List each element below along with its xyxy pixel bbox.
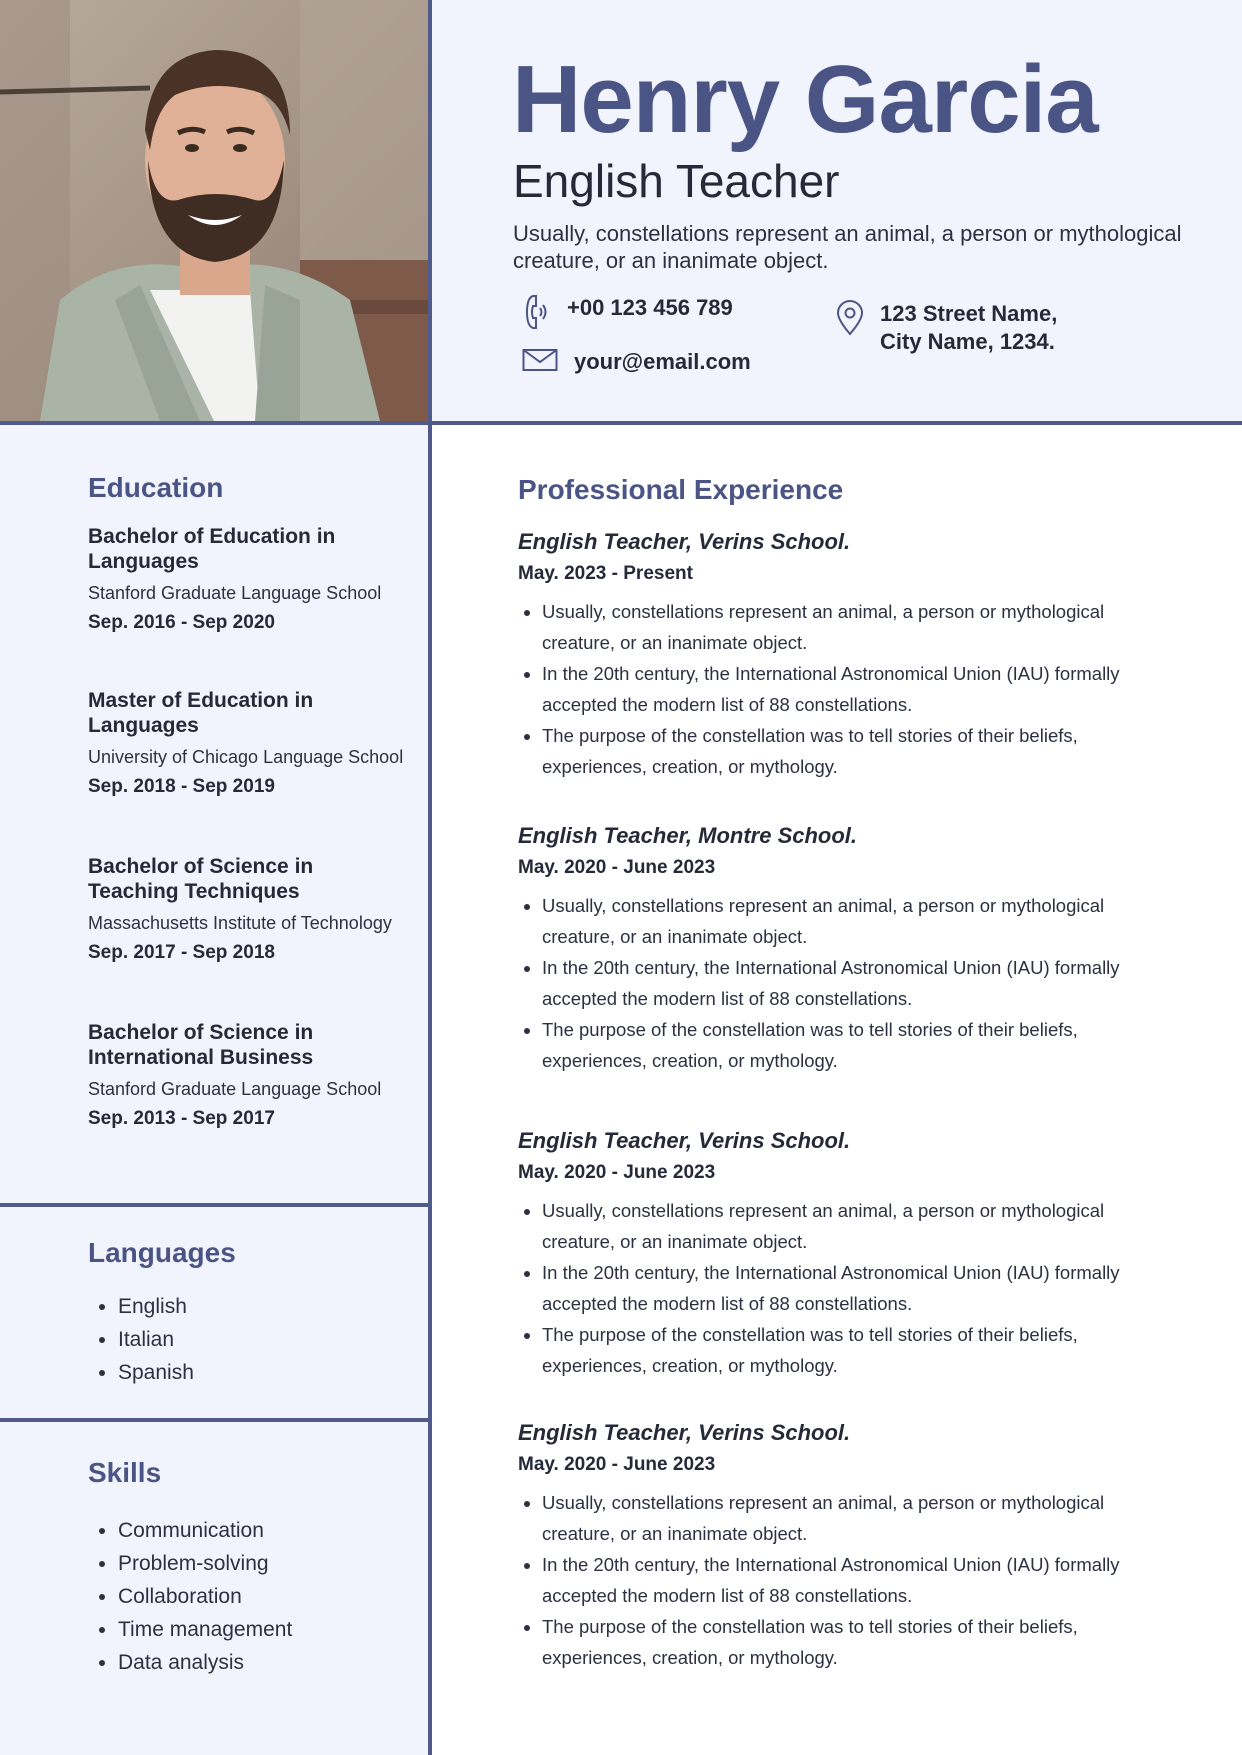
languages-heading: Languages [88,1237,236,1268]
school-name: Stanford Graduate Language School [88,1079,382,1099]
job-bullets [518,1487,1158,1673]
header-divider [0,421,1242,425]
list-item: • Collaboration [118,1580,292,1613]
languages-list [88,1290,194,1389]
list-item: • In the 20th century, the International Astronomical Union (IAU) formally accepted the modern list of 88 constellations. [542,1549,1158,1611]
education-item [88,1020,408,1130]
contact-phone [525,294,733,336]
experience-item [518,1419,1158,1673]
degree-title: Bachelor of Education in Languages [88,525,336,573]
list-item: • Usually, constellations represent an animal, a person or mythological creature, or an inanimate object. [542,596,1158,658]
list-item: • In the 20th century, the International Astronomical Union (IAU) formally accepted the modern list of 88 constellations. [542,658,1158,720]
job-role: English Teacher, Verins School. [518,529,851,554]
profile-summary: Usually, constellations represent an animal, a person or mythological creature, or an inanimate object. [513,221,1182,273]
job-role: English Teacher, Verins School. [518,1420,851,1445]
education-dates: Sep. 2018 - Sep 2019 [88,776,275,797]
job-period: May. 2023 - Present [518,563,693,584]
job-bullets [518,596,1158,782]
list-item: • Data analysis [118,1646,292,1679]
job-period: May. 2020 - June 2023 [518,1162,716,1183]
experience-item [518,1127,1158,1381]
candidate-name: Henry Garcia [512,46,1098,153]
skills-divider [0,1418,430,1422]
school-name: University of Chicago Language School [88,747,404,767]
skills-list [88,1514,292,1679]
degree-title: Bachelor of Science in International Business [88,1021,314,1069]
vertical-divider [428,0,432,1755]
job-role: English Teacher, Montre School. [518,823,858,848]
list-item: • Time management [118,1613,292,1646]
job-title: English Teacher [513,155,840,207]
job-bullets [518,890,1158,1076]
job-bullets [518,1195,1158,1381]
experience-item [518,822,1158,1076]
list-item: • Italian [118,1323,194,1356]
list-item: • The purpose of the constellation was to tell stories of their beliefs, experiences, creation, or mythology. [542,1611,1158,1673]
phone-icon [525,294,551,336]
education-dates: Sep. 2017 - Sep 2018 [88,942,275,963]
education-heading: Education [88,472,224,503]
school-name: Stanford Graduate Language School [88,583,382,603]
education-dates: Sep. 2016 - Sep 2020 [88,612,275,633]
education-dates: Sep. 2013 - Sep 2017 [88,1108,275,1129]
education-item [88,854,408,964]
list-item: • Usually, constellations represent an animal, a person or mythological creature, or an inanimate object. [542,1487,1158,1549]
job-period: May. 2020 - June 2023 [518,857,716,878]
experience-heading: Professional Experience [518,474,844,505]
education-item [88,524,408,634]
list-item: • Communication [118,1514,292,1547]
phone-number: +00 123 456 789 [567,295,733,320]
list-item: • The purpose of the constellation was to tell stories of their beliefs, experiences, creation, or mythology. [542,720,1158,782]
list-item: • In the 20th century, the International Astronomical Union (IAU) formally accepted the modern list of 88 constellations. [542,1257,1158,1319]
profile-photo [0,0,428,421]
contact-address [836,300,1057,356]
envelope-icon [522,348,558,378]
languages-divider [0,1203,430,1207]
degree-title: Master of Education in Languages [88,689,314,737]
job-period: May. 2020 - June 2023 [518,1454,716,1475]
list-item: • The purpose of the constellation was to tell stories of their beliefs, experiences, creation, or mythology. [542,1319,1158,1381]
experience-item [518,528,1158,782]
list-item: • English [118,1290,194,1323]
address-line-1: 123 Street Name, [880,301,1058,326]
degree-title: Bachelor of Science in Teaching Techniques [88,855,314,903]
list-item: • Usually, constellations represent an animal, a person or mythological creature, or an inanimate object. [542,1195,1158,1257]
address-line-2: City Name, 1234. [880,329,1055,354]
email-address: your@email.com [574,349,751,374]
contact-email [522,348,751,378]
skills-heading: Skills [88,1457,162,1488]
list-item: • In the 20th century, the International Astronomical Union (IAU) formally accepted the modern list of 88 constellations. [542,952,1158,1014]
job-role: English Teacher, Verins School. [518,1128,851,1153]
education-item [88,688,408,798]
list-item: • The purpose of the constellation was to tell stories of their beliefs, experiences, creation, or mythology. [542,1014,1158,1076]
school-name: Massachusetts Institute of Technology [88,913,392,933]
list-item: • Spanish [118,1356,194,1389]
list-item: • Problem-solving [118,1547,292,1580]
map-pin-icon [836,300,864,342]
list-item: • Usually, constellations represent an animal, a person or mythological creature, or an inanimate object. [542,890,1158,952]
